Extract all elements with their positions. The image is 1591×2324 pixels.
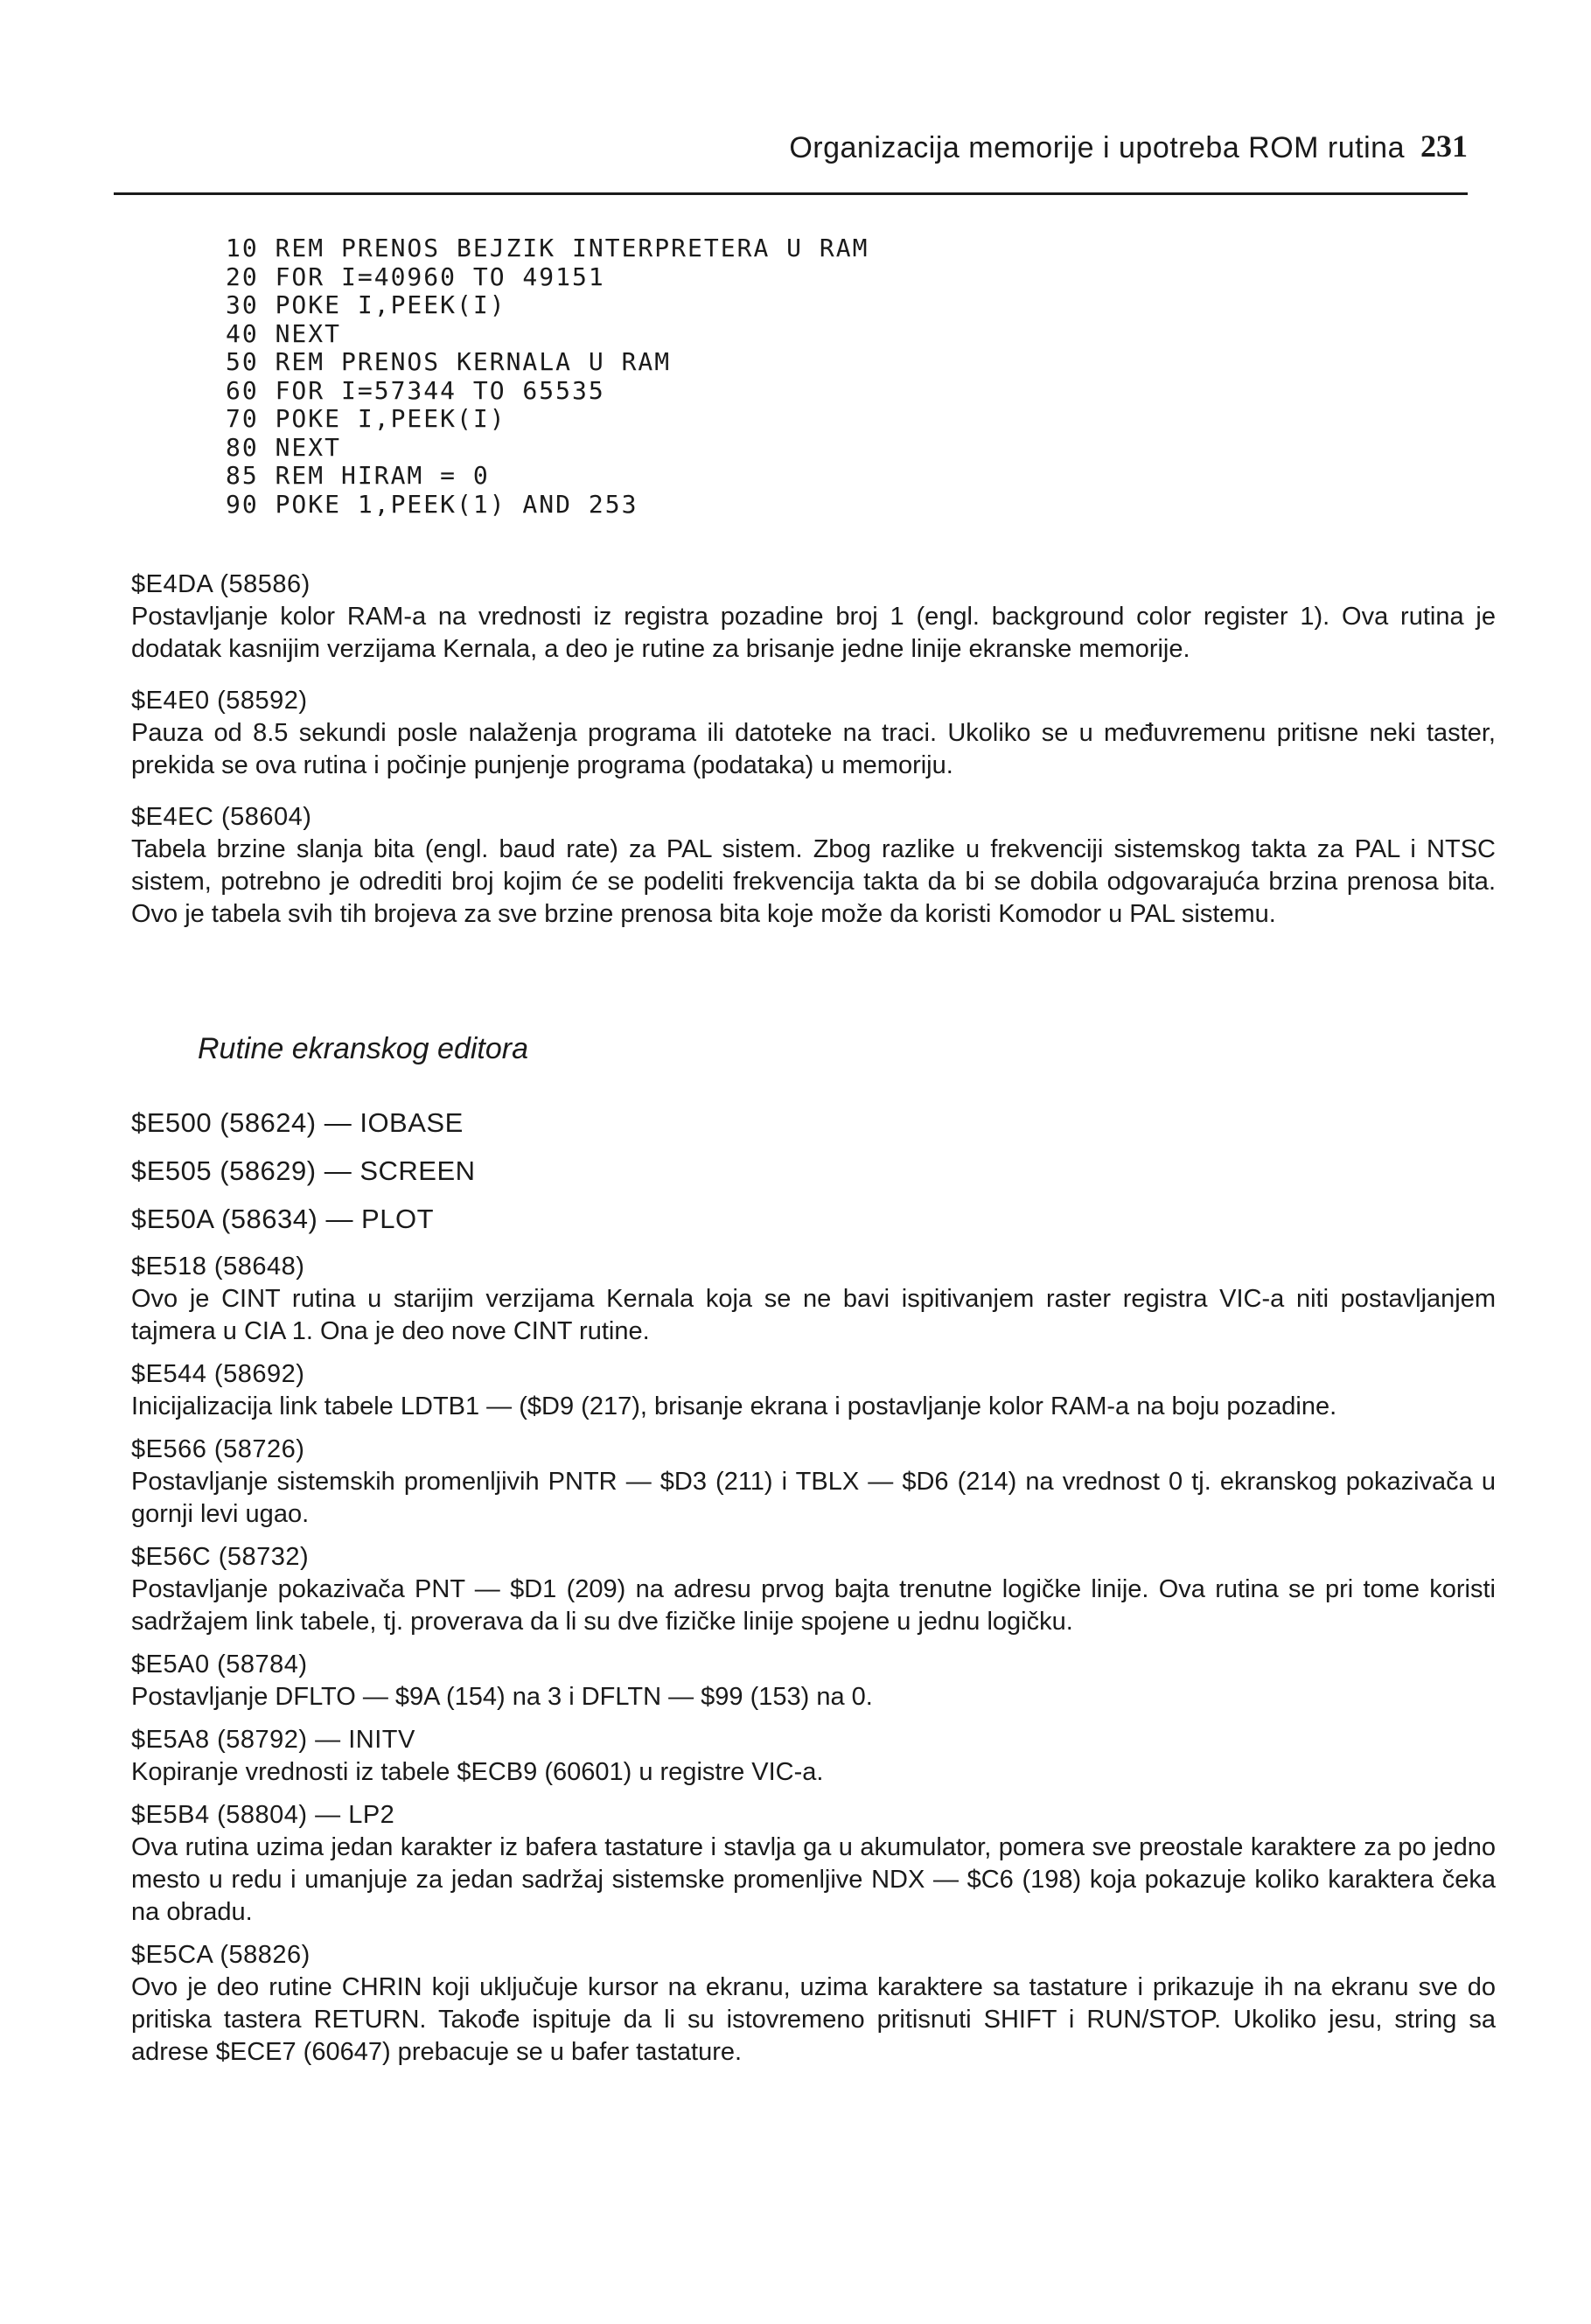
- entry-address: $E4DA (58586): [131, 570, 311, 598]
- vector-entry: $E50A (58634) — PLOT: [131, 1204, 435, 1234]
- routine-address: $E5A0 (58784): [131, 1651, 308, 1678]
- routine-address: $E566 (58726): [131, 1435, 305, 1463]
- routine-address: $E544 (58692): [131, 1360, 305, 1388]
- routine-address: $E5CA (58826): [131, 1941, 311, 1969]
- routine-description: Ovo je CINT rutina u starijim verzijama Kernala koja se ne bavi ispitivanjem raster registra VIC-a niti postavljanjem tajmera u CIA 1. Ona je deo nove CINT rutine.: [131, 1285, 1496, 1345]
- code-line: 10 REM PRENOS BEJZIK INTERPRETERA U RAM: [226, 234, 869, 262]
- routine-description: Inicijalizacija link tabele LDTB1 — ($D9 (217), brisanje ekrana i postavljanje kolor RAM-a na boju pozadine.: [131, 1392, 1337, 1420]
- code-line: 30 POKE I,PEEK(I): [226, 290, 506, 319]
- code-line: 70 POKE I,PEEK(I): [226, 404, 506, 433]
- routine-address: $E5B4 (58804) — LP2: [131, 1801, 395, 1829]
- entry-address: $E4E0 (58592): [131, 687, 308, 715]
- kernal-entries: [131, 569, 1496, 950]
- code-line: 90 POKE 1,PEEK(1) AND 253: [226, 489, 638, 519]
- vector-entry: $E505 (58629) — SCREEN: [131, 1155, 476, 1186]
- routine-address: $E5A8 (58792) — INITV: [131, 1726, 415, 1754]
- routine-e5a8: [131, 1724, 1496, 1789]
- routine-e566: [131, 1434, 1496, 1531]
- routine-description: Ova rutina uzima jedan karakter iz bafera tastature i stavlja ga u akumulator, pomera sve preostale karaktere za po jedno mesto u redu i umanjuje za jedan sadržaj sistemske promenljive NDX — $C6 (198) koja pokazuje koliko karaktera čeka na obradu.: [131, 1833, 1496, 1926]
- screen-editor-routines: [131, 1106, 1496, 2079]
- code-line: 85 REM HIRAM = 0: [226, 461, 490, 490]
- routine-e5b4: [131, 1799, 1496, 1929]
- entry-e4ec: [131, 801, 1496, 931]
- code-line: 20 FOR I=40960 TO 49151: [226, 262, 605, 291]
- routine-e544: [131, 1358, 1496, 1423]
- entry-description: Postavljanje kolor RAM-a na vrednosti iz registra pozadine broj 1 (engl. background color register 1). Ova rutina je dodatak kasnijim verzijama Kernala, a deo je rutine za brisanje jedne linije ekranske memorije.: [131, 603, 1496, 663]
- basic-code-listing: [226, 234, 869, 519]
- page-header: [114, 122, 1468, 195]
- routine-e5ca: [131, 1939, 1496, 2069]
- routine-description: Postavljanje pokazivača PNT — $D1 (209) na adresu prvog bajta trenutne logičke linije. Ova rutina se pri tome koristi sadržajem link tabele, tj. proverava da li su dve fizičke linije spojene u jednu logičku.: [131, 1575, 1496, 1636]
- code-line: 50 REM PRENOS KERNALA U RAM: [226, 347, 672, 376]
- routine-description: Postavljanje DFLTO — $9A (154) na 3 i DFLTN — $99 (153) na 0.: [131, 1683, 873, 1711]
- page-number: 231: [1420, 129, 1468, 164]
- section-subtitle: Rutine ekranskog editora: [198, 1032, 529, 1065]
- vector-entry: $E500 (58624) — IOBASE: [131, 1107, 464, 1138]
- routine-e518: [131, 1251, 1496, 1348]
- routine-e56c: [131, 1541, 1496, 1638]
- code-line: 40 NEXT: [226, 318, 342, 348]
- routine-description: Ovo je deo rutine CHRIN koji uključuje kursor na ekranu, uzima karaktere sa tastature i prikazuje ih na ekranu sve do pritiska tastera RETURN. Takođe ispituje da li su istovremeno pritisnuti SHIFT i RUN/STOP. Ukoliko jesu, string sa adrese $ECE7 (60647) prebacuje se u bafer tastature.: [131, 1973, 1496, 2066]
- code-line: 80 NEXT: [226, 432, 342, 462]
- entry-e4e0: [131, 685, 1496, 782]
- running-title: Organizacija memorije i upotreba ROM rutina: [789, 131, 1405, 164]
- entry-description: Tabela brzine slanja bita (engl. baud rate) za PAL sistem. Zbog razlike u frekvenciji sistemskog takta za PAL i NTSC sistem, potrebno je odrediti broj kojim će se podeliti frekvencija takta da bi se dobila odgovarajuća brzina prenosa bita. Ovo je tabela svih tih brojeva za sve brzine prenosa bita koje može da koristi Komodor u PAL sistemu.: [131, 835, 1496, 928]
- routine-description: Postavljanje sistemskih promenljivih PNTR — $D3 (211) i TBLX — $D6 (214) na vrednost 0 tj. ekranskog pokazivača u gornji levi ugao.: [131, 1468, 1496, 1528]
- entry-e4da: [131, 569, 1496, 666]
- routine-description: Kopiranje vrednosti iz tabele $ECB9 (60601) u registre VIC-a.: [131, 1758, 824, 1786]
- routine-e5a0: [131, 1649, 1496, 1713]
- routine-address: $E56C (58732): [131, 1543, 310, 1571]
- code-line: 60 FOR I=57344 TO 65535: [226, 375, 605, 405]
- entry-description: Pauza od 8.5 sekundi posle nalaženja programa ili datoteke na traci. Ukoliko se u međuvremenu pritisne neki taster, prekida se ova rutina i počinje punjenje programa (podataka) u memoriju.: [131, 719, 1496, 779]
- entry-address: $E4EC (58604): [131, 803, 312, 831]
- routine-address: $E518 (58648): [131, 1253, 305, 1281]
